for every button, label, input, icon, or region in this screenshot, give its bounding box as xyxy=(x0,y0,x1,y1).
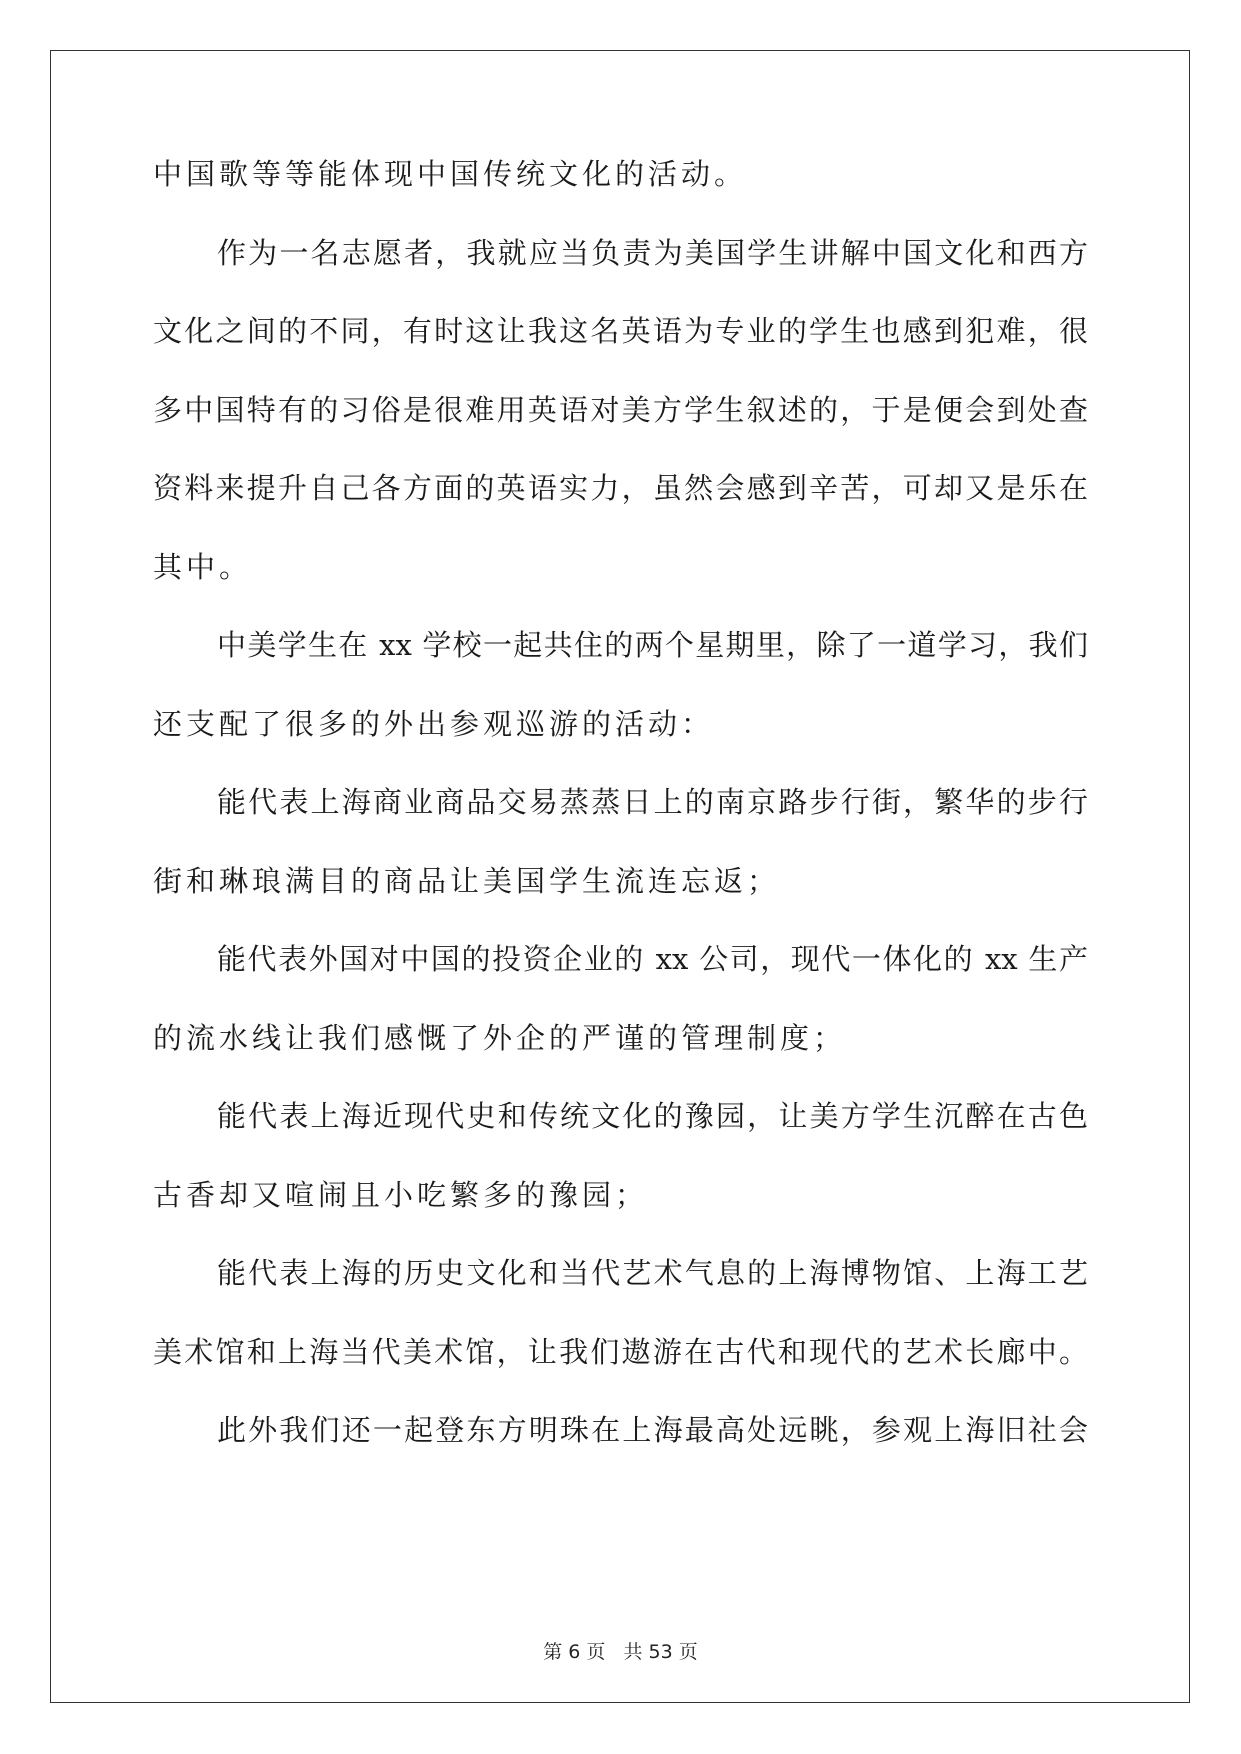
text-line: 古香却又喧闹且小吃繁多的豫园； xyxy=(153,1177,649,1212)
text-line: 的流水线让我们感慨了外企的严谨的管理制度； xyxy=(153,1020,847,1055)
text-line: 其中。 xyxy=(153,549,253,584)
text-line: 还支配了很多的外出参观巡游的活动： xyxy=(153,706,715,741)
text-line: 能代表上海近现代史和传统文化的豫园，让美方学生沉醉在古色 xyxy=(217,1099,1088,1133)
text-line: 作为一名志愿者，我就应当负责为美国学生讲解中国文化和西方 xyxy=(217,235,1088,270)
text-line: 文化之间的不同，有时这让我这名英语为专业的学生也感到犯难，很 xyxy=(153,314,1088,348)
text-line: 能代表上海的历史文化和当代艺术气息的上海博物馆、上海工艺 xyxy=(217,1256,1088,1290)
text-line: 能代表上海商业商品交易蒸蒸日上的南京路步行街，繁华的步行 xyxy=(217,785,1088,819)
text-line: 多中国特有的习俗是很难用英语对美方学生叙述的，于是便会到处查 xyxy=(153,392,1088,427)
text-line: 中国歌等等能体现中国传统文化的活动。 xyxy=(153,157,748,191)
text-line: 美术馆和上海当代美术馆，让我们遨游在古代和现代的艺术长廊中。 xyxy=(153,1334,1088,1369)
page-total: 共 53 页 xyxy=(623,1641,698,1663)
text-line: 中美学生在 xx 学校一起共住的两个星期里，除了一道学习，我们 xyxy=(217,628,1088,662)
text-line: 此外我们还一起登东方明珠在上海最高处远眺，参观上海旧社会 xyxy=(217,1413,1088,1447)
text-line: 街和琳琅满目的商品让美国学生流连忘返； xyxy=(153,863,781,898)
page-footer xyxy=(0,1637,1241,1664)
text-line: 能代表外国对中国的投资企业的 xx 公司，现代一体化的 xx 生产 xyxy=(217,942,1088,976)
page-number: 第 6 页 xyxy=(543,1641,606,1663)
text-line: 资料来提升自己各方面的英语实力，虽然会感到辛苦，可却又是乐在 xyxy=(153,471,1088,505)
document-body xyxy=(153,157,1088,1495)
